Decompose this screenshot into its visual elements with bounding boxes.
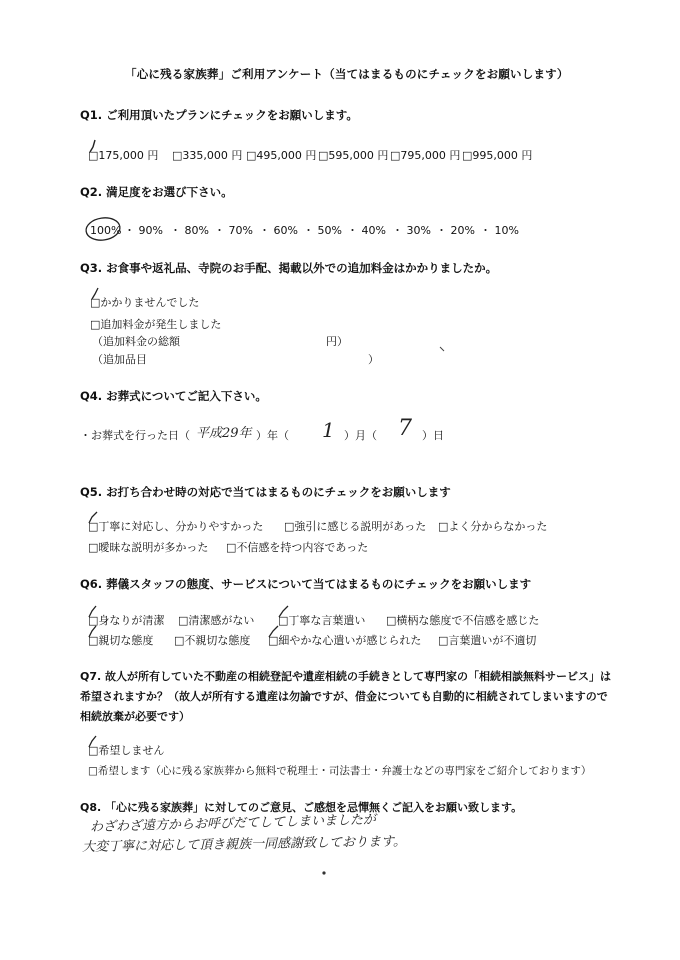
q2-option-60[interactable]: ・ 60% bbox=[259, 224, 298, 237]
q4-month-unit: ）月（ bbox=[344, 429, 377, 442]
q2-option-30[interactable]: ・ 30% bbox=[392, 224, 431, 237]
stray-dot bbox=[322, 871, 325, 874]
q4-handwritten-day: 7 bbox=[398, 416, 412, 441]
stray-mark bbox=[440, 347, 444, 351]
q1-question: Q1. ご利用頂いたプランにチェックをお願いします。 bbox=[80, 108, 358, 122]
q8-question: Q8. 「心に残る家族葬」に対してのご意見、ご感想を忌憚無くご記入をお願い致します。 bbox=[80, 801, 523, 814]
q4-year-unit: ）年（ bbox=[256, 429, 289, 442]
q5-checkmark bbox=[89, 512, 97, 523]
q2-option-40[interactable]: ・ 40% bbox=[347, 224, 386, 237]
q6-option-unclean[interactable]: □清潔感がない bbox=[178, 614, 255, 627]
q1-option-175000[interactable]: □175,000 円 bbox=[88, 149, 159, 162]
q7-question-line3: 相続放棄が必要です） bbox=[80, 710, 190, 723]
q6-checkmark-clean bbox=[89, 606, 96, 617]
q2-option-80[interactable]: ・ 80% bbox=[170, 224, 209, 237]
q8-handwritten-line2: 大変丁寧に対応して頂き親族一同感謝致しております。 bbox=[81, 834, 407, 855]
q8-handwritten-line1: わざわざ遠方からお呼びだてしてしまいましたが bbox=[89, 812, 377, 835]
q2-option-20[interactable]: ・ 20% bbox=[436, 224, 475, 237]
q4-question: Q4. お葬式についてご記入下さい。 bbox=[80, 389, 267, 403]
q6-checkmark-kind bbox=[89, 626, 96, 637]
q5-option-pushy[interactable]: □強引に感じる説明があった bbox=[284, 520, 427, 533]
q2-option-100[interactable]: 100% bbox=[90, 224, 122, 237]
q5-question: Q5. お打ち合わせ時の対応で当てはまるものにチェックをお願いします bbox=[80, 485, 451, 499]
q3-question: Q3. お食事や返礼品、寺院のお手配、掲載以外での追加料金はかかりましたか。 bbox=[80, 261, 498, 275]
q6-checkmark-polite-words bbox=[279, 606, 288, 617]
q1-option-335000[interactable]: □335,000 円 bbox=[172, 149, 243, 162]
q3-option-none[interactable]: □かかりませんでした bbox=[90, 296, 200, 309]
q7-question-line1: Q7. 故人が所有していた不動産の相続登記や遺産相続の手続きとして専門家の「相続相談無料サービス」は bbox=[80, 670, 612, 683]
q6-question: Q6. 葬儀スタッフの態度、サービスについて当てはまるものにチェックをお願いします bbox=[80, 577, 532, 591]
q5-option-distrust[interactable]: □不信感を持つ内容であった bbox=[226, 541, 369, 554]
q3-option-extra[interactable]: □追加料金が発生しました bbox=[90, 318, 222, 331]
q6-option-unkind[interactable]: □不親切な態度 bbox=[174, 634, 251, 647]
survey-title: 「心に残る家族葬」ご利用アンケート（当てはまるものにチェックをお願いします） bbox=[125, 67, 569, 81]
q2-option-90[interactable]: ・ 90% bbox=[124, 224, 163, 237]
q1-option-595000[interactable]: □595,000 円 bbox=[318, 149, 389, 162]
q6-option-polite-words[interactable]: □丁寧な言葉遣い bbox=[278, 614, 366, 627]
q6-checkmark-attentive bbox=[269, 626, 278, 637]
q1-option-795000[interactable]: □795,000 円 bbox=[390, 149, 461, 162]
q5-option-vague[interactable]: □曖昧な説明が多かった bbox=[88, 541, 209, 554]
q6-option-arrogant[interactable]: □横柄な態度で不信感を感じた bbox=[386, 614, 540, 627]
q4-handwritten-year: 平成29年 bbox=[196, 426, 252, 441]
q6-option-rude-words[interactable]: □言葉遣いが不適切 bbox=[438, 634, 537, 647]
q2-option-10[interactable]: ・ 10% bbox=[480, 224, 519, 237]
q1-option-495000[interactable]: □495,000 円 bbox=[246, 149, 317, 162]
q7-question-line2: 希望されますか？（故人が所有する遺産は勿論ですが、借金についても自動的に相続されてしまいますので bbox=[80, 690, 608, 703]
q3-total-label: （追加料金の総額 bbox=[92, 335, 180, 348]
q5-option-polite[interactable]: □丁寧に対応し、分かりやすかった bbox=[88, 520, 264, 533]
q2-option-70[interactable]: ・ 70% bbox=[214, 224, 253, 237]
q6-option-attentive[interactable]: □細やかな心遣いが感じられた bbox=[268, 634, 422, 647]
q3-checkmark bbox=[92, 288, 98, 299]
q3-items-label: （追加品目 bbox=[92, 353, 147, 366]
q6-option-clean[interactable]: □身なりが清潔 bbox=[88, 614, 165, 627]
q4-handwritten-month: 1 bbox=[322, 418, 335, 442]
q6-option-kind[interactable]: □親切な態度 bbox=[88, 634, 154, 647]
q3-items-close: ） bbox=[368, 353, 379, 366]
q4-day-unit: ）日 bbox=[422, 429, 444, 442]
q4-date-label: ・お葬式を行った日（ bbox=[80, 429, 190, 442]
q1-option-995000[interactable]: □995,000 円 bbox=[462, 149, 533, 162]
q2-question: Q2. 満足度をお選び下さい。 bbox=[80, 185, 233, 199]
q5-option-unclear[interactable]: □よく分からなかった bbox=[438, 520, 548, 533]
q7-option-no[interactable]: □希望しません bbox=[88, 744, 165, 757]
q2-option-50[interactable]: ・ 50% bbox=[303, 224, 342, 237]
q1-checkmark bbox=[90, 140, 95, 152]
q7-checkmark bbox=[89, 736, 96, 747]
q3-total-unit: 円） bbox=[326, 335, 348, 348]
q2-circle-100 bbox=[85, 216, 122, 243]
q7-option-yes[interactable]: □希望します（心に残る家族葬から無料で税理士・司法書士・弁護士などの専門家をご紹介しております） bbox=[88, 765, 592, 777]
